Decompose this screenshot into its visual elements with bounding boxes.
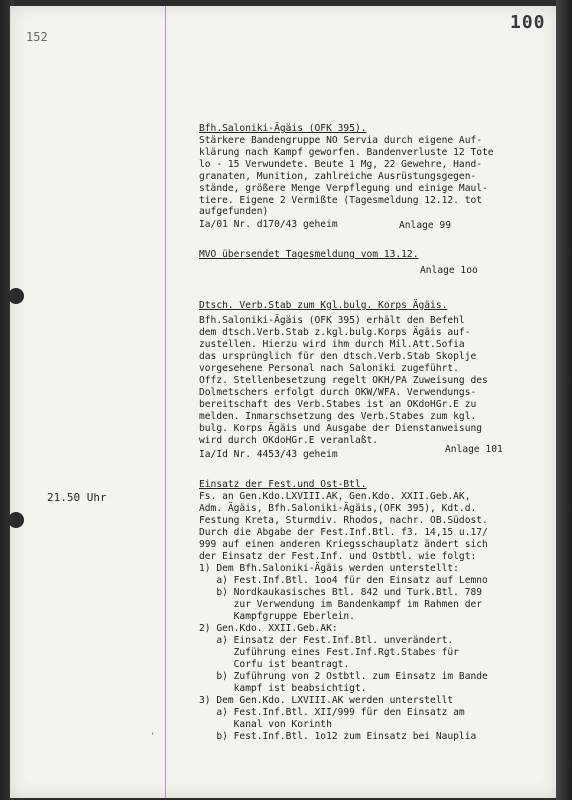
entry-line: a) Fest.Inf.Btl. XII/999 für den Einsatz am [199, 707, 465, 718]
entry-line: kampf ist beabsichtigt. [199, 683, 367, 694]
entry-line: klärung nach Kampf geworfen. Bandenverluste 12 Tote [199, 147, 494, 158]
entry-line: 1) Dem Bfh.Saloniki-Ägäis werden unterstellt: [199, 563, 459, 574]
entry-anlage: Anlage 1oo [420, 265, 478, 276]
entry-line: dem dtsch.Verb.Stab z.kgl.bulg.Korps Ägäis auf- [199, 327, 471, 338]
entry-line: vorgesehene Personal nach Saloniki zugeführt. [199, 363, 459, 374]
entry-line: das ursprünglich für den dtsch.Verb.Stab Skoplje [199, 351, 477, 362]
entry-line: 999 auf einen anderen Kriegsschauplatz ändert sich [199, 539, 488, 550]
entry-line: Corfu ist beantragt. [199, 659, 350, 670]
entry-line: zustellen. Hierzu wird ihm durch Mil.Att.Sofia [199, 339, 465, 350]
entry-line: Offz. Stellenbesetzung regelt OKH/PA Zuweisung des [199, 375, 488, 386]
page-number-left: 152 [26, 30, 48, 44]
entry-line: Festung Kreta, Sturmdiv. Rhodos, nachr. OB.Südost. [199, 515, 488, 526]
entry-line: Bfh.Saloniki-Ägäis (OFK 395) erhält den Befehl [199, 315, 465, 326]
entry-anlage: Anlage 101 [445, 444, 503, 455]
entry-reference: Ia/Id Nr. 4453/43 geheim [199, 449, 338, 460]
margin-time: 21.50 Uhr [47, 491, 107, 504]
entry-line: b) Zuführung von 2 Ostbtl. zum Einsatz im Bande [199, 671, 488, 682]
entry-line: Zuführung eines Fest.Inf.Rgt.Stabes für [199, 647, 459, 658]
entry-line: a) Fest.Inf.Btl. 1oo4 für den Einsatz auf Lemno [199, 575, 488, 586]
entry-anlage: Anlage 99 [399, 220, 451, 231]
entry-line: melden. Inmarschsetzung des Verb.Stabes zum kgl. [199, 411, 477, 422]
entry-line: bulg. Korps Ägäis und Ausgabe der Dienstanweisung [199, 423, 483, 434]
punch-hole-top [8, 288, 24, 304]
entry-reference: Ia/01 Nr. d170/43 geheim [199, 219, 338, 230]
entry-line: Stärkere Bandengruppe NO Servia durch eigene Auf- [199, 135, 483, 146]
entry-line: aufgefunden) [199, 206, 269, 217]
entry-line: 2) Gen.Kdo. XXII.Geb.AK: [199, 623, 338, 634]
entry-line: b) Fest.Inf.Btl. 1o12 zum Einsatz bei Nauplia [199, 731, 477, 742]
entry-line: Fs. an Gen.Kdo.LXVIII.AK, Gen.Kdo. XXII.Geb.AK, [199, 491, 471, 502]
punch-hole-bottom [8, 512, 24, 528]
scan-edge-right [556, 0, 572, 800]
entry-heading: Bfh.Saloniki-Ägäis (OFK 395). [199, 123, 367, 134]
entry-line: Kampfgruppe Eberlein. [199, 611, 355, 622]
entry-line: Kanal von Korinth [199, 719, 332, 730]
entry-line: a) Einsatz der Fest.Inf.Btl. unverändert. [199, 635, 454, 646]
entry-line: Durch die Abgabe der Fest.Inf.Btl. f3. 14,15 u.17/ [199, 527, 488, 538]
entry-line: tiere. Eigene 2 Vermißte (Tagesmeldung 12.12. tot [199, 195, 483, 206]
entry-line: bereitschaft des Verb.Stabes ist an OKdoHGr.E zu [199, 399, 477, 410]
entry-heading: MVO übersendet Tagesmeldung vom 13.12. [199, 249, 419, 260]
entry-line: granaten, Munition, zahlreiche Ausrüstungsgegen- [199, 171, 477, 182]
entry-line: 3) Dem Gen.Kdo. LXVIII.AK werden unterstellt [199, 695, 454, 706]
margin-rule [165, 6, 166, 798]
entry-line: Adm. Ägäis, Bfh.Saloniki-Ägäis,(OFK 395), Kdt.d. [199, 503, 477, 514]
entry-line: der Einsatz der Fest.Inf. und Ostbtl. wie folgt: [199, 551, 477, 562]
entry-line: wird durch OKdoHGr.E veranlaßt. [199, 435, 379, 446]
entry-heading: Dtsch. Verb.Stab zum Kgl.bulg. Korps Ägäis. [199, 300, 448, 311]
entry-line: b) Nordkaukasisches Btl. 842 und Turk.Btl. 789 [199, 587, 483, 598]
page-number-stamp: 100 [510, 12, 546, 33]
margin-mark: ' [150, 732, 156, 742]
entry-heading: Einsatz der Fest.und Ost-Btl. [199, 479, 367, 490]
entry-line: Dolmetschers erfolgt durch OKW/WFA. Verwendungs- [199, 387, 477, 398]
entry-line: zur Verwendung im Bandenkampf im Rahmen der [199, 599, 483, 610]
entry-line: stände, größere Menge Verpflegung und einige Maul- [199, 183, 488, 194]
entry-line: lo - 15 Verwundete. Beute 1 Mg, 22 Gewehre, Hand- [199, 159, 483, 170]
